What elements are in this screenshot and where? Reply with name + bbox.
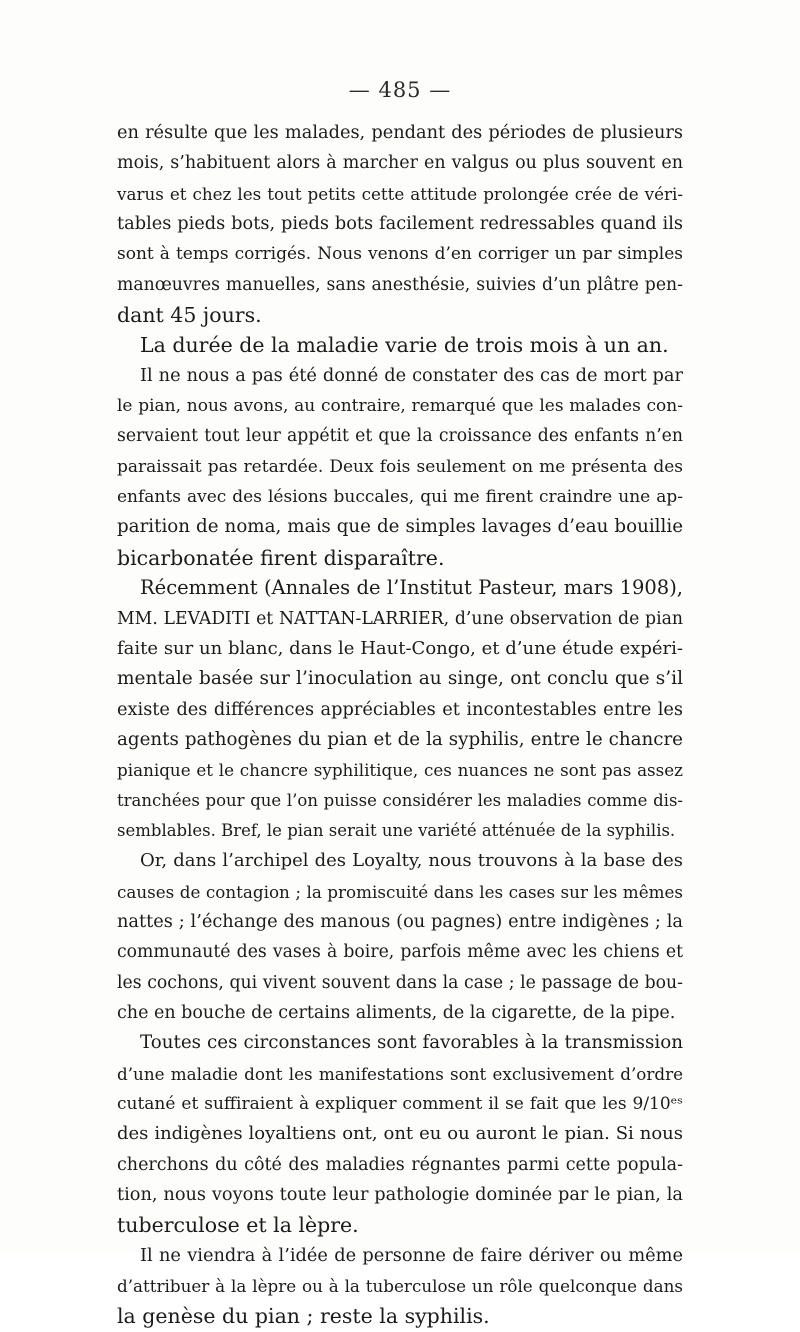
text-line: varus et chez les tout petits cette attitude prolongée crée de véri- — [117, 183, 683, 204]
text-line: parition de noma, mais que de simples lavages d’eau bouillie — [117, 516, 683, 538]
text-line: dant 45 jours. — [117, 303, 262, 328]
text-line: Il ne nous a pas été donné de constater des cas de mort par — [140, 365, 683, 386]
text-line: causes de contagion ; la promiscuité dans les cases sur les mêmes — [117, 881, 683, 902]
text-line: manœuvres manuelles, sans anesthésie, suivies d’un plâtre pen- — [117, 274, 683, 295]
text-line: semblables. Bref, le pian serait une variété atténuée de la syphilis. — [117, 820, 676, 840]
text-line: Récemment (Annales de l’Institut Pasteur, mars 1908), — [140, 576, 683, 600]
page-number: — 485 — — [348, 78, 452, 102]
text-line: les cochons, qui vivent souvent dans la case ; le passage de bou- — [117, 972, 683, 993]
text-line: des indigènes loyaltiens ont, ont eu ou auront le pian. Si nous — [117, 1123, 683, 1145]
text-line: tranchées pour que l’on puisse considérer les maladies comme dis- — [117, 790, 683, 810]
text-line: tuberculose et la lèpre. — [117, 1213, 359, 1238]
text-line: le pian, nous avons, au contraire, remarqué que les malades con- — [117, 396, 683, 417]
text-line: tables pieds bots, pieds bots facilement redressables quand ils — [117, 214, 683, 235]
text-line: Il ne viendra à l’idée de personne de faire dériver ou même — [140, 1245, 683, 1266]
text-line: Or, dans l’archipel des Loyalty, nous trouvons à la base des — [140, 850, 683, 872]
text-line: sont à temps corrigés. Nous venons d’en corriger un par simples — [117, 244, 683, 265]
text-line: tion, nous voyons toute leur pathologie dominée par le pian, la — [117, 1185, 683, 1206]
text-line: en résulte que les malades, pendant des périodes de plusieurs — [117, 123, 683, 143]
text-line: paraissait pas retardée. Deux fois seulement on me présenta des — [117, 456, 683, 477]
text-line: d’une maladie dont les manifestations sont exclusivement d’ordre — [117, 1063, 683, 1084]
text-line: enfants avec des lésions buccales, qui me firent craindre une ap- — [117, 487, 683, 508]
text-line: faite sur un blanc, dans le Haut-Congo, et d’une étude expéri- — [117, 637, 683, 659]
text-line: cherchons du côté des maladies régnantes parmi cette popula- — [117, 1154, 683, 1175]
text-line: bicarbonatée firent disparaître. — [117, 545, 445, 570]
text-line: nattes ; l’échange des manous (ou pagnes) entre indigènes ; la — [117, 911, 683, 932]
text-line: MM. LEVADITI et NATTAN-LARRIER, d’une observation de pian — [117, 608, 683, 629]
body-text — [117, 118, 683, 1332]
text-line: La durée de la maladie varie de trois mois à un an. — [140, 333, 669, 358]
text-line: Toutes ces circonstances sont favorables à la transmission — [140, 1032, 683, 1054]
text-line: che en bouche de certains aliments, de la cigarette, de la pipe. — [117, 1002, 676, 1023]
text-line: agents pathogènes du pian et de la syphilis, entre le chancre — [117, 728, 683, 750]
text-line: communauté des vases à boire, parfois même avec les chiens et — [117, 942, 683, 963]
text-line: pianique et le chancre syphilitique, ces nuances ne sont pas assez — [117, 760, 683, 781]
text-line: la genèse du pian ; reste la syphilis. — [117, 1304, 490, 1329]
text-line: mois, s’habituent alors à marcher en valgus ou plus souvent en — [117, 153, 683, 174]
text-line: existe des différences appréciables et incontestables entre les — [117, 699, 683, 720]
text-line: servaient tout leur appétit et que la croissance des enfants n’en — [117, 426, 683, 447]
text-line: d’attribuer à la lèpre ou à la tuberculose un rôle quelconque dans — [117, 1276, 683, 1297]
text-line: mentale basée sur l’inoculation au singe, ont conclu que s’il — [117, 668, 683, 690]
text-line: cutané et suffiraient à expliquer comment il se fait que les 9/10ᵉˢ — [117, 1094, 683, 1114]
